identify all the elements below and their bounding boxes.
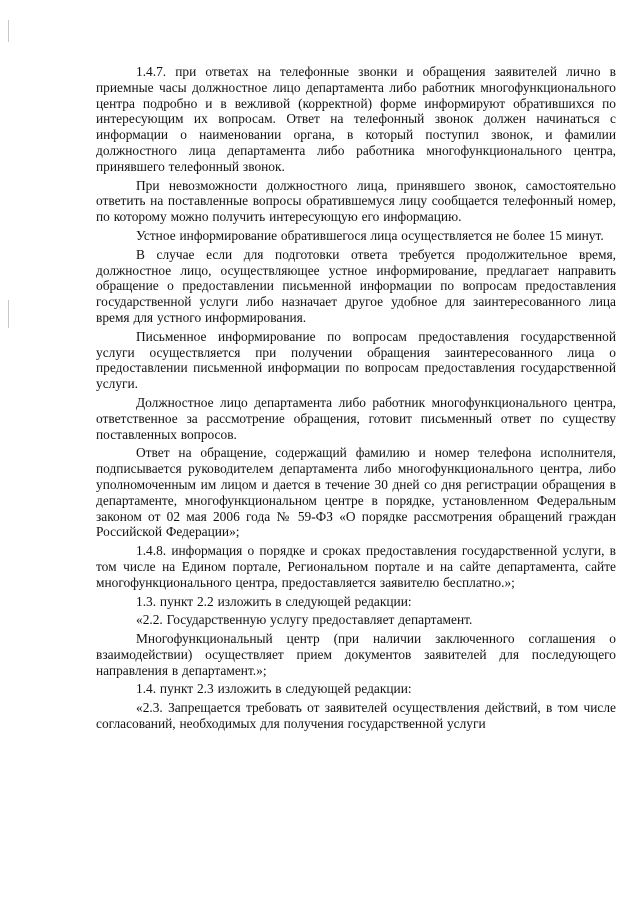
paragraph-responsible-official: Должностное лицо департамента либо работник многофункционального центра, ответственное за рассмотрение обращения, готовит письменный ответ по существу поставленных вопросов. — [96, 394, 616, 442]
paragraph-unable-to-answer: При невозможности должностного лица, принявшего звонок, самостоятельно ответить на поставленные вопросы обратившемуся лицу сообщается телефонный номер, по которому можно получить интересующую его информацию. — [96, 177, 616, 225]
paragraph-2-2: «2.2. Государственную услугу предоставляет департамент. — [136, 612, 473, 628]
paragraph-1-4-7: 1.4.7. при ответах на телефонные звонки и обращения заявителей лично в приемные часы должностное лицо департамента либо работник многофункционального центра подробно и в вежливой (корректной) форме информируют обратившихся по интересующим их вопросам. Ответ на телефонный звонок должен начинаться с информации о наименовании органа, в который поступил звонок, и фамилии должностного лица департамента либо работника многофункционального центра, принявшего телефонный звонок. — [96, 64, 616, 174]
paragraph-2-3: «2.3. Запрещается требовать от заявителей осуществления действий, в том числе согласований, необходимых для получения государственной услуги — [96, 700, 616, 732]
paragraph-answer-signing: Ответ на обращение, содержащий фамилию и номер телефона исполнителя, подписывается руководителем департамента либо многофункционального центра, либо уполномоченным им лицом и дается в течение 30 дней со дня регистрации обращения в департаменте, многофункциональном центре в порядке, установленном Федеральным законом от 02 мая 2006 года № 59-ФЗ «О порядке рассмотрения обращений граждан Российской Федерации»; — [96, 445, 616, 540]
scan-margin-mark — [8, 300, 9, 328]
paragraph-1-4-8: 1.4.8. информация о порядке и сроках предоставления государственной услуги, в том числе на Едином портале, Региональном портале и на сайте департамента, сайте многофункционального центра, предоставляется заявителю бесплатно.»; — [96, 543, 616, 590]
paragraph-1-4: 1.4. пункт 2.3 изложить в следующей редакции: — [136, 681, 412, 697]
paragraph-mfc: Многофункциональный центр (при наличии заключенного соглашения о взаимодействии) осуществляет прием документов заявителей для последующего направления в департамент.»; — [96, 631, 616, 678]
scan-margin-mark — [8, 20, 9, 42]
paragraph-1-3: 1.3. пункт 2.2 изложить в следующей редакции: — [136, 593, 412, 609]
paragraph-extended-time: В случае если для подготовки ответа требуется продолжительное время, должностное лицо, осуществляющее устное информирование, предлагает направить обращение о предоставлении письменной информации по вопросам предоставления государственной услуги либо назначает другое удобное для заинтересованного лица время для устного информирования. — [96, 246, 616, 325]
document-body — [96, 64, 616, 735]
paragraph-written-info: Письменное информирование по вопросам предоставления государственной услуги осуществляется при получении обращения заинтересованного лица о предоставлении письменной информации по вопросам предоставления государственной услуги. — [96, 328, 616, 392]
paragraph-oral-duration: Устное информирование обратившегося лица осуществляется не более 15 минут. — [136, 227, 604, 243]
